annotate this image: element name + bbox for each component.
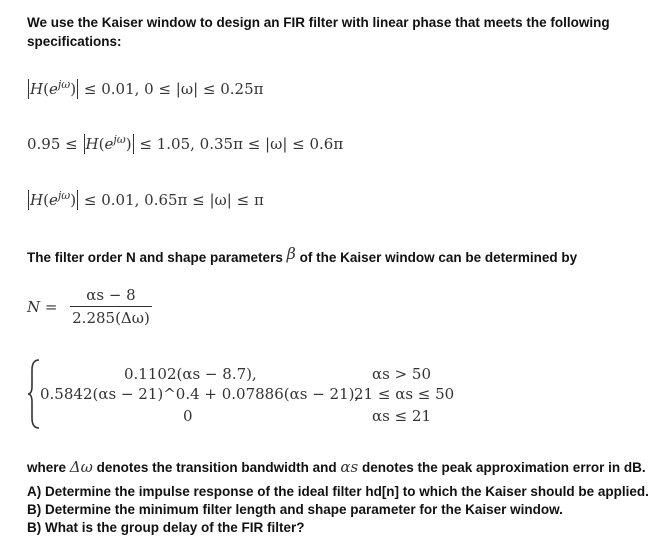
order-description bbox=[27, 245, 577, 267]
question-a: A) Determine the impulse response of the ideal filter hd[n] to which the Kaiser should be applied. bbox=[27, 484, 649, 499]
formula-n-fraction bbox=[68, 286, 154, 327]
question-b: B) Determine the minimum filter length and shape parameter for the Kaiser window. bbox=[27, 502, 563, 517]
question-c: B) What is the group delay of the FIR filter? bbox=[27, 520, 305, 535]
alpha-s-symbol: αs bbox=[340, 458, 359, 476]
spec-3-equation: $H(e^{j\omega}) \le 0.01$, 0.65π ≤ |ω| ≤ π bbox=[30, 189, 264, 209]
spec-1-equation: $H(e^{j\omega}) \le 0.01$, 0 ≤ |ω| ≤ 0.25π bbox=[30, 78, 264, 98]
spec-1-rhs: ≤ 0.01, 0 ≤ |ω| ≤ 0.25π bbox=[83, 80, 264, 98]
formula-n-denominator: 2.285(Δω) bbox=[72, 309, 150, 327]
beta-case-1-expr: 0.1102(αs − 8.7), bbox=[124, 365, 257, 383]
order-text-part-1: The filter order N and shape parameters bbox=[27, 250, 283, 265]
beta-case-2-expr: 0.5842(αs − 21)^0.4 + 0.07886(αs − 21), bbox=[40, 385, 360, 403]
delta-omega-symbol: Δω bbox=[69, 458, 93, 476]
where-text-part-1: where bbox=[27, 460, 67, 475]
spec-2-rhs: ≤ 1.05, 0.35π ≤ |ω| ≤ 0.6π bbox=[139, 135, 344, 153]
spec-3-rhs: ≤ 0.01, 0.65π ≤ |ω| ≤ π bbox=[83, 191, 264, 209]
beta-case-3-cond: αs ≤ 21 bbox=[372, 407, 432, 425]
beta-symbol: β bbox=[286, 244, 296, 263]
where-description bbox=[27, 458, 646, 477]
order-text-part-2: of the Kaiser window can be determined by bbox=[299, 250, 578, 265]
spec-2-lhs: 0.95 ≤ bbox=[27, 135, 78, 153]
intro-line-2: specifications: bbox=[27, 34, 122, 49]
beta-case-1-cond: αs > 50 bbox=[372, 365, 432, 383]
formula-n-lhs: N = bbox=[27, 298, 58, 316]
beta-case-2-cond: 21 ≤ αs ≤ 50 bbox=[354, 385, 455, 403]
beta-case-3-expr: 0 bbox=[183, 407, 193, 425]
piecewise-brace bbox=[27, 358, 41, 430]
formula-n-numerator: αs − 8 bbox=[86, 286, 136, 304]
spec-2-equation: $0.95 \le H(e^{j\omega}) \le 1.05$, 0.35π ≤ |ω| ≤ 0.6π bbox=[27, 133, 344, 153]
intro-line-1: We use the Kaiser window to design an FIR filter with linear phase that meets the following bbox=[27, 15, 610, 30]
where-text-part-3: denotes the peak approximation error in dB. bbox=[362, 460, 646, 475]
where-text-part-2: denotes the transition bandwidth and bbox=[96, 460, 337, 475]
